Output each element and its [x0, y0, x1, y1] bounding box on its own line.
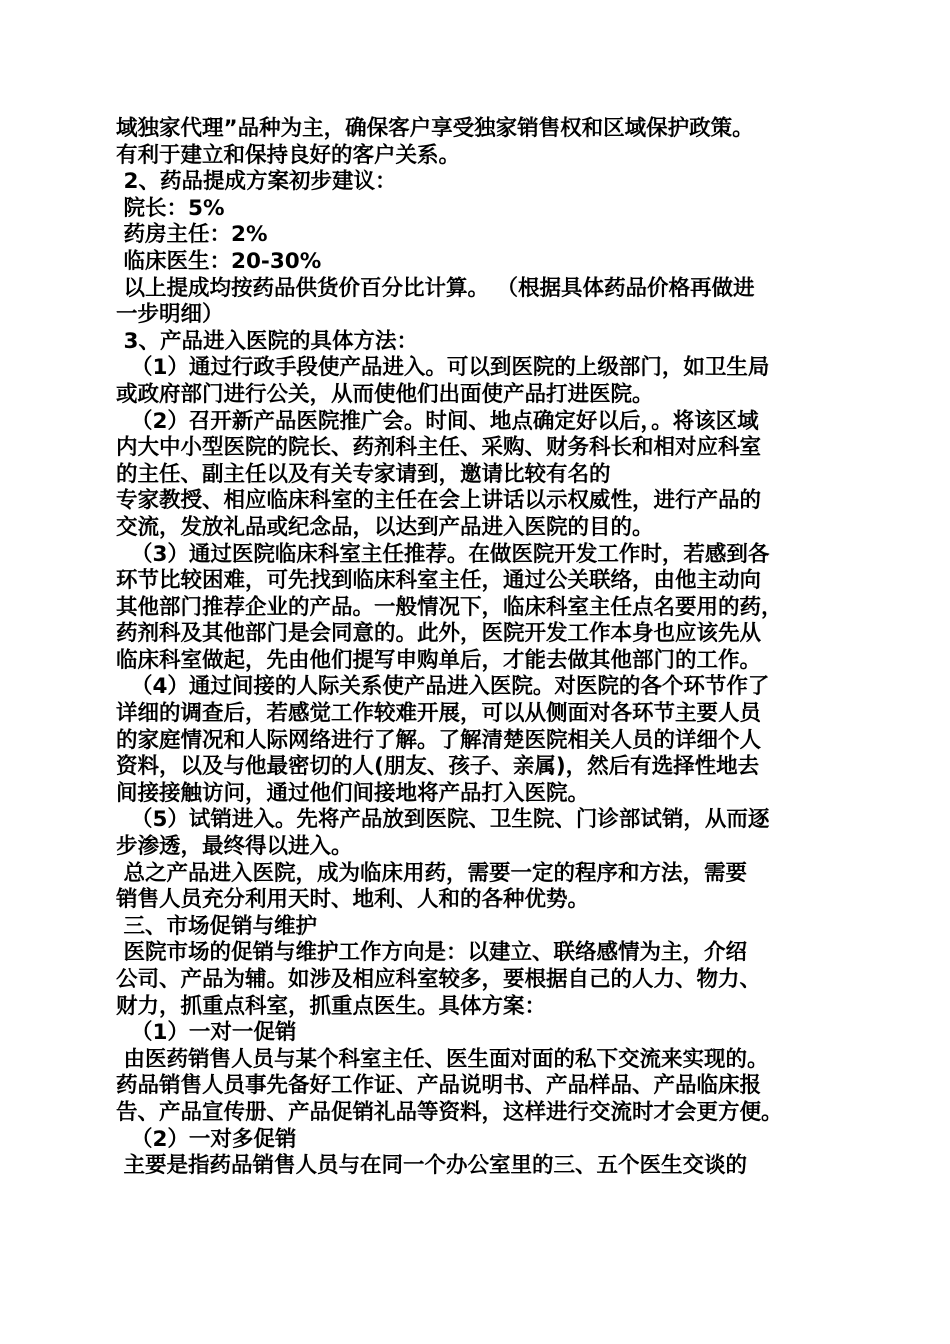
text-line: （5）试销进入。先将产品放到医院、卫生院、门诊部试销，从而逐: [116, 807, 770, 833]
text-line: 公司、产品为辅。如涉及相应科室较多，要根据自己的人力、物力、: [116, 967, 762, 992]
text-line: 环节比较困难，可先找到临床科室主任，通过公关联络，由他主动向: [116, 568, 762, 594]
text-line: 或政府部门进行公关，从而使他们出面使产品打进医院。: [116, 381, 654, 407]
text-line: 医院市场的促销与维护工作方向是：以建立、联络感情为主，介绍: [116, 940, 747, 966]
text-line: 主要是指药品销售人员与在同一个办公室里的三、五个医生交谈的: [116, 1153, 747, 1179]
text-line: 交流，发放礼品或纪念品，以达到产品进入医院的目的。: [116, 514, 654, 540]
text-line: 的家庭情况和人际网络进行了解。了解清楚医院相关人员的详细个人: [116, 727, 762, 753]
text-line: （2）一对多促销: [116, 1126, 297, 1152]
text-line: 院长：5%: [116, 195, 225, 221]
text-line: 3、产品进入医院的具体方法：: [116, 328, 418, 354]
text-line: 临床科室做起，先由他们提写申购单后，才能去做其他部门的工作。: [116, 647, 762, 673]
text-line: （4）通过间接的人际关系使产品进入医院。对医院的各个环节作了: [116, 674, 770, 700]
text-line: 专家教授、相应临床科室的主任在会上讲话以示权威性，进行产品的: [116, 488, 762, 514]
text-line: 2、药品提成方案初步建议：: [116, 169, 397, 195]
section-heading: 三、市场促销与维护: [116, 913, 317, 939]
text-line: 其他部门推荐企业的产品。一般情况下，临床科室主任点名要用的药，: [116, 594, 783, 620]
text-line: 内大中小型医院的院长、药剂科主任、采购、财务科长和相对应科室: [116, 435, 762, 461]
text-line: 资料，以及与他最密切的人(朋友、孩子、亲属)，然后有选择性地去: [116, 754, 760, 780]
text-line: 销售人员充分利用天时、地利、人和的各种优势。: [116, 887, 590, 913]
text-line: 药房主任：2%: [116, 222, 268, 248]
text-line: 有利于建立和保持良好的客户关系。: [116, 142, 461, 168]
text-line: 步渗透，最终得以进入。: [116, 834, 353, 860]
text-line: 一步明细）: [116, 302, 224, 328]
text-line: 详细的调查后，若感觉工作较难开展，可以从侧面对各环节主要人员: [116, 701, 762, 727]
text-line: （1）通过行政手段使产品进入。可以到医院的上级部门，如卫生局: [116, 355, 770, 381]
text-line: 临床医生：20-30%: [116, 248, 322, 274]
document-page: [116, 116, 856, 1180]
text-line: 以上提成均按药品供货价百分比计算。 （根据具体药品价格再做进: [116, 275, 755, 301]
text-line: 药品销售人员事先备好工作证、产品说明书、产品样品、产品临床报: [116, 1073, 762, 1099]
text-line: （2）召开新产品医院推广会。时间、地点确定好以后，。将该区域: [116, 408, 759, 434]
text-line: （1）一对一促销: [116, 1020, 297, 1046]
text-line: 告、产品宣传册、产品促销礼品等资料，这样进行交流时才会更方便。: [116, 1099, 783, 1125]
text-line: 药剂科及其他部门是会同意的。此外，医院开发工作本身也应该先从: [116, 621, 762, 647]
text-line: 总之产品进入医院，成为临床用药，需要一定的程序和方法，需要: [116, 860, 747, 886]
text-line: 由医药销售人员与某个科室主任、医生面对面的私下交流来实现的。: [116, 1046, 769, 1072]
text-line: （3）通过医院临床科室主任推荐。在做医院开发工作时，若感到各: [116, 541, 770, 567]
text-line: 域独家代理”品种为主，确保客户享受独家销售权和区域保护政策。: [116, 116, 754, 141]
text-line: 间接接触访问，通过他们间接地将产品打入医院。: [116, 780, 590, 806]
text-line: 财力，抓重点科室，抓重点医生。具体方案：: [116, 993, 547, 1019]
text-line: 的主任、副主任以及有关专家请到，邀请比较有名的: [116, 461, 611, 487]
